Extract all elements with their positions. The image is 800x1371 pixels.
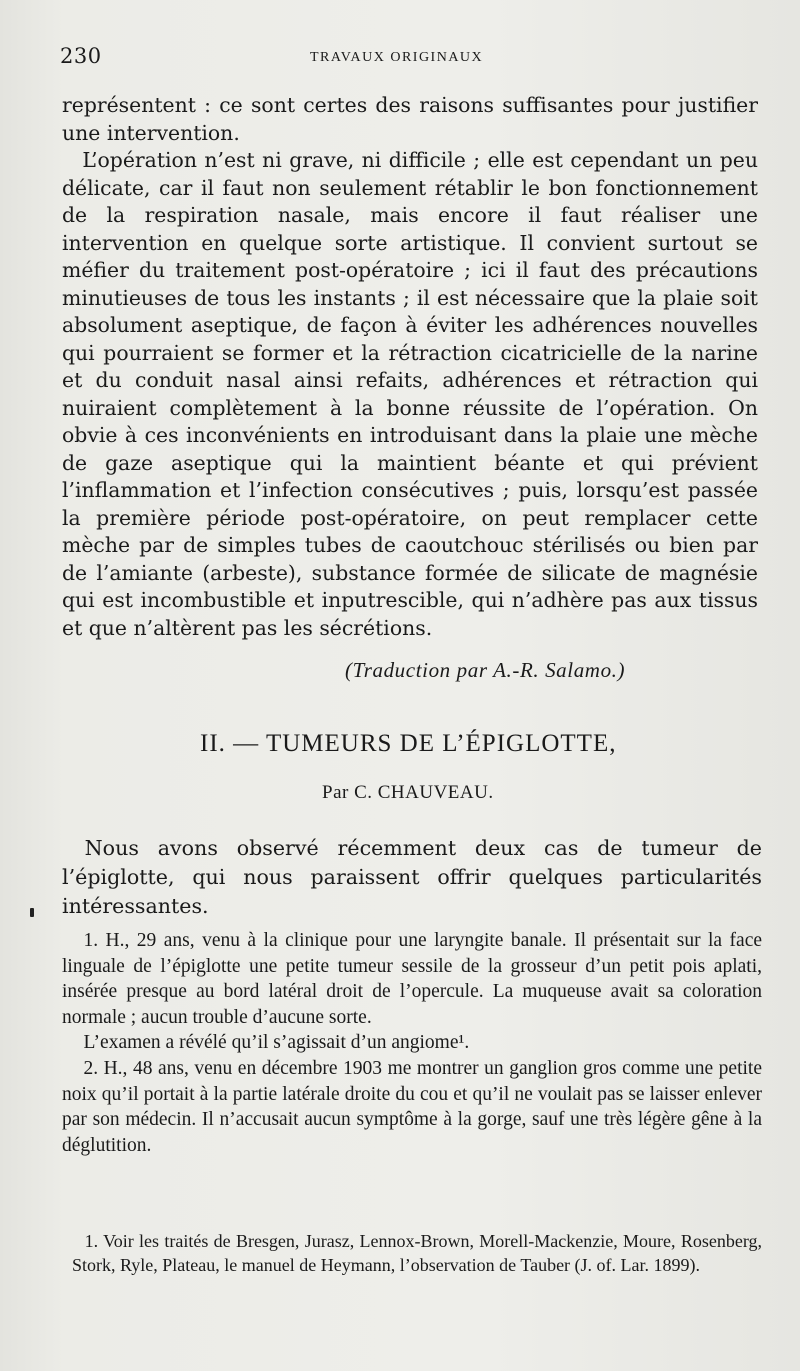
footnote-text: 1. Voir les traités de Bresgen, Jurasz, Lennox-Brown, Morell-Mackenzie, Moure, Rosenberg, Stork, Ryle, Plateau, le manuel de Heymann, l’observation de Tauber (J. of. Lar. 1899). xyxy=(72,1231,762,1275)
section-title: II. — TUMEURS DE L’ÉPIGLOTTE, xyxy=(200,730,617,757)
footnote xyxy=(72,1230,762,1277)
paragraph: L’opération n’est ni grave, ni difficile ; elle est cependant un peu délicate, car il faut non seulement rétablir le bon fonctionnement de la respiration nasale, mais encore il faut réaliser une intervention en quelque sorte artistique. Il convient surtout se méfier du traitement post-opératoire ; ici il faut des précautions minutieuses de tous les instants ; il est nécessaire que la plaie soit absolument aseptique, de façon à éviter les adhérences nouvelles qui pourraient se former et la rétraction cicatricielle de la narine et du conduit nasal ainsi refaits, adhérences et rétraction qui nuiraient complètement à la bonne réussite de l’opération. On obvie à ces inconvénients en introduisant dans la plaie une mèche de gaze aseptique qui la maintient béante et qui prévient l’inflammation et l’infection consécutives ; puis, lorsqu’est passée la première période post-opératoire, on peut remplacer cette mèche par de simples tubes de caoutchouc stérilisés ou bien par de l’amiante (arbeste), substance formée de silicate de magnésie qui est incombustible et inputrescible, qui n’adhère pas aux tissus et que n’altèrent pas les sécrétions. xyxy=(62,148,758,640)
page-header xyxy=(60,44,760,74)
case-paragraph: L’examen a révélé qu’il s’agissait d’un angiome¹. xyxy=(83,1032,470,1054)
case-paragraph: 2. H., 48 ans, venu en décembre 1903 me montrer un ganglion gros comme une petite noix qu’il portait à la partie latérale droite du cou et qu’il ne voulait pas se laisser enlever par son médecin. Il n’accusait aucun symptôme à la gorge, sauf une très légère gêne à la déglutition. xyxy=(62,1057,762,1156)
case-reports xyxy=(62,928,762,1158)
paragraph: représentent : ce sont certes des raisons suffisantes pour justifier une intervention. xyxy=(62,93,758,145)
translation-attribution: (Traduction par A.-R. Salamo.) xyxy=(345,658,626,682)
page-number: 230 xyxy=(60,44,102,68)
scan-mark xyxy=(30,908,34,917)
author-line: Par C. CHAUVEAU. xyxy=(322,782,494,803)
intro-paragraph: Nous avons observé récemment deux cas de tumeur de l’épiglotte, qui nous paraissent offrir quelques particularités intéressantes. xyxy=(62,836,762,918)
case-paragraph: 1. H., 29 ans, venu à la clinique pour une laryngite banale. Il présentait sur la face linguale de l’épiglotte une petite tumeur sessile de la grosseur d’un petit pois aplati, insérée presque au bord latéral droit de l’opercule. La muqueuse avait sa coloration normale ; aucun trouble d’aucune sorte. xyxy=(62,930,762,1028)
main-text-block xyxy=(62,92,758,642)
section-intro xyxy=(62,834,762,921)
running-title: TRAVAUX ORIGINAUX xyxy=(310,50,484,65)
